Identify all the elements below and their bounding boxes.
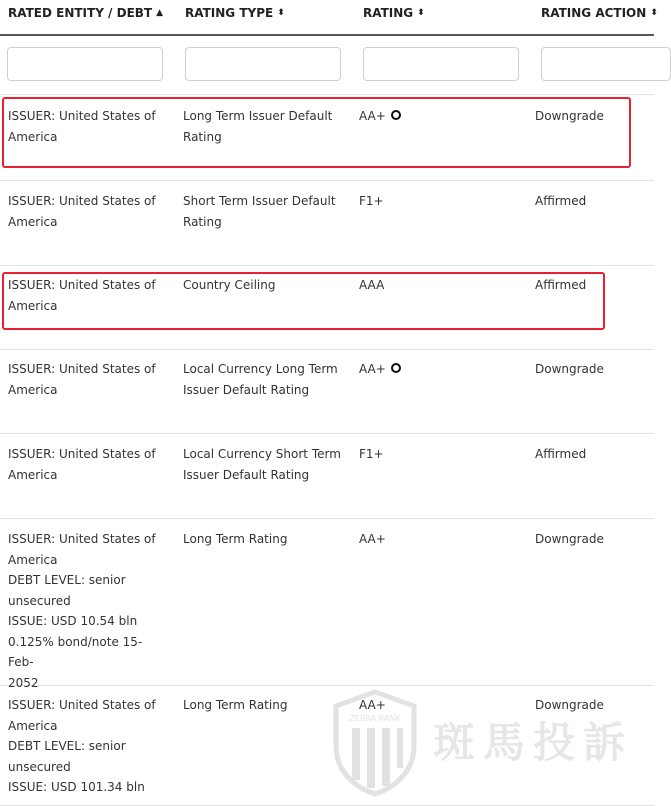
cell-rating-action: Affirmed [535,194,587,208]
table-row [0,349,654,434]
rating-value: AA+ [359,362,386,376]
header-rating-action[interactable] [541,6,658,20]
cell-rated-entity [8,695,166,798]
entity-line: America [8,129,58,144]
cell-rated-entity [8,359,166,400]
cell-rating-type [183,191,341,232]
cell-rating-type [183,529,341,550]
header-label: RATING ACTION [541,6,647,20]
cell-rating-action: Downgrade [535,109,604,123]
entity-line: ISSUER: United States of [8,447,156,461]
table-row [0,519,654,690]
cell-rating [359,191,519,212]
entity-line: DEBT LEVEL: senior [8,573,126,587]
cell-rating [359,444,519,465]
rating-type-line: Short Term Issuer Default [183,194,336,208]
cell-rating-action: Downgrade [535,362,604,376]
highlight-box [2,272,605,330]
watermark [330,688,650,798]
rating-value: AAA [359,278,385,292]
cell-rating-type [183,444,341,485]
cell-rating-action: Affirmed [535,278,587,292]
entity-line: unsecured [8,593,71,608]
entity-line: America [8,382,58,397]
header-label: RATING [363,6,414,20]
cell-rated-entity [8,444,166,485]
entity-line: ISSUER: United States of [8,278,156,292]
watermark-text: 斑馬投訴 [433,718,634,767]
rating-type-line: Long Term Rating [183,698,288,712]
filter-input-rating-action[interactable] [541,47,671,81]
zebra-shield-icon [330,688,420,798]
sort-icon: ⬍ [417,8,425,18]
cell-rating [359,529,519,550]
rating-type-line: Local Currency Short Term [183,447,341,461]
sort-asc-icon: ▲ [156,8,164,18]
rating-type-line: Long Term Issuer Default [183,109,333,123]
filter-input-entity[interactable] [7,47,163,81]
rating-value: AA+ [359,109,386,123]
rating-value: F1+ [359,194,384,208]
rating-watch-icon[interactable] [391,363,401,373]
entity-line: America [8,552,58,567]
rating-value: AA+ [359,698,386,712]
filter-row [0,36,654,95]
rating-type-line: Local Currency Long Term [183,362,338,376]
entity-line: 2052 [8,675,39,690]
entity-line: America [8,298,58,313]
entity-line: ISSUE: USD 101.34 bln [8,780,145,794]
rating-type-line: Rating [183,129,222,144]
entity-line: ISSUER: United States of [8,362,156,376]
entity-line: America [8,214,58,229]
filter-input-rating-type[interactable] [185,47,341,81]
entity-line: DEBT LEVEL: senior [8,739,126,753]
entity-line: ISSUER: United States of [8,194,156,208]
cell-rating-action: Downgrade [535,532,604,546]
cell-rating-action: Affirmed [535,447,587,461]
header-rating[interactable] [363,6,425,20]
highlight-box [2,97,631,168]
cell-rated-entity [8,191,166,232]
header-label: RATING TYPE [185,6,274,20]
rating-type-line: Rating [183,214,222,229]
entity-line: America [8,467,58,482]
filter-input-rating[interactable] [363,47,519,81]
rating-type-line: Long Term Rating [183,532,288,546]
entity-line: America [8,718,58,733]
entity-line: ISSUER: United States of [8,698,156,712]
table-header [0,0,658,36]
table-row [0,434,654,519]
cell-rated-entity [8,529,166,693]
rating-value: AA+ [359,532,386,546]
rating-type-line: Issuer Default Rating [183,467,310,482]
cell-rating-type [183,359,341,400]
rating-type-line: Issuer Default Rating [183,382,310,397]
cell-rating [359,359,519,380]
header-rated-entity[interactable] [8,6,163,20]
rating-type-line: Country Ceiling [183,278,276,292]
header-rating-type[interactable] [185,6,285,20]
rating-value: F1+ [359,447,384,461]
header-label: RATED ENTITY / DEBT [8,6,153,20]
sort-icon: ⬍ [650,8,658,18]
cell-rating-type [183,695,341,716]
sort-icon: ⬍ [277,8,285,18]
entity-line: unsecured [8,759,71,774]
entity-line: ISSUER: United States of [8,109,156,123]
entity-line: ISSUER: United States of [8,532,156,546]
svg-text:ZEBRA RANK: ZEBRA RANK [349,714,401,723]
cell-rating-action: Downgrade [535,698,604,712]
table-row [0,181,654,266]
entity-line: ISSUE: USD 10.54 bln [8,614,138,628]
entity-line: 0.125% bond/note 15-Feb- [8,634,143,669]
